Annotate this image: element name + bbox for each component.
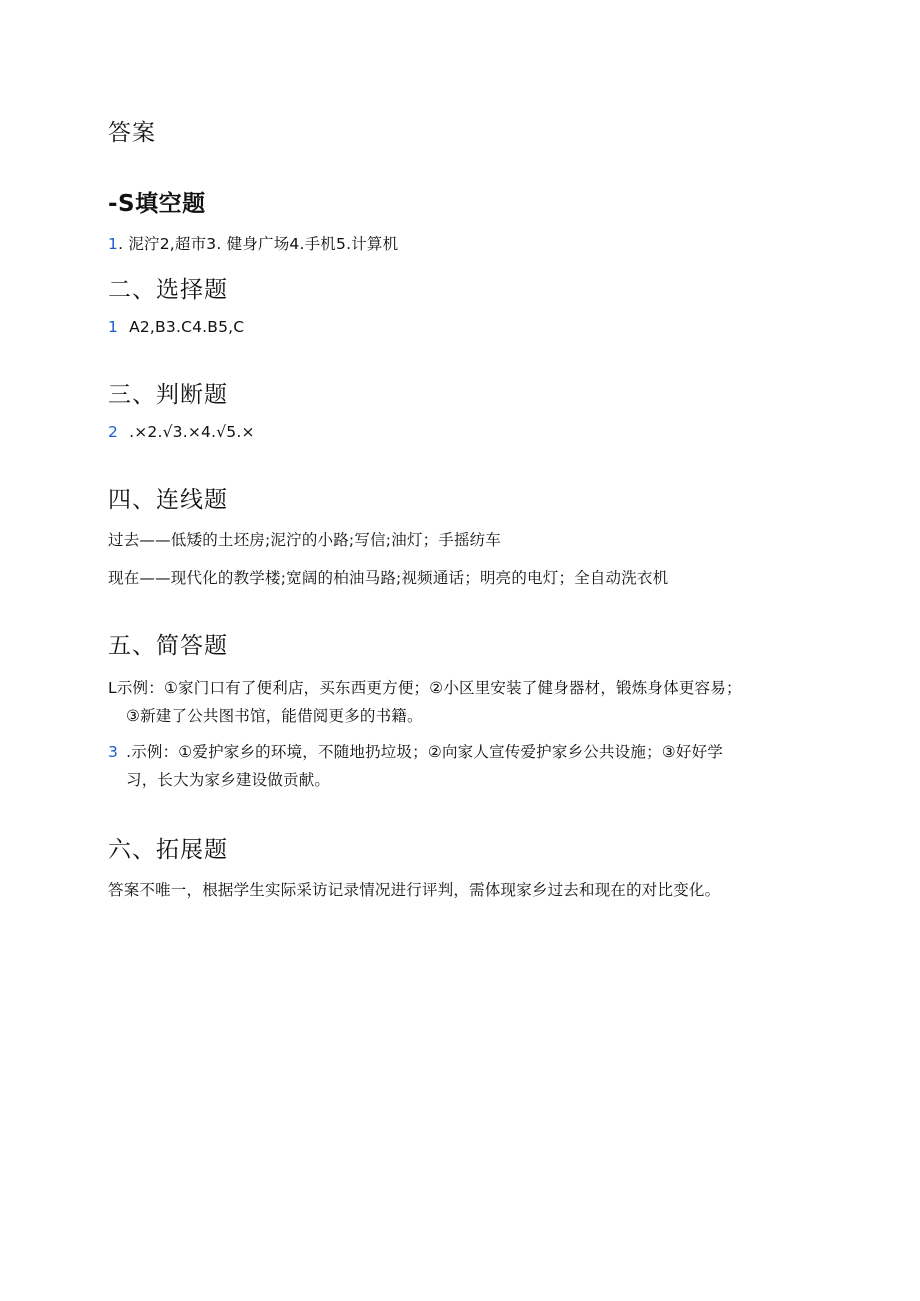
- answer-text: .×2.√3.×4.√5.×: [129, 423, 255, 441]
- section-heading-extension: 六、拓展题: [108, 837, 228, 863]
- answer-text: .示例：①爱护家乡的环境，不随地扔垃圾；②向家人宣传爱护家乡公共设施；③好好学: [126, 743, 723, 761]
- answer-text: . 泥泞2,超市3. 健身广场4.手机5.计算机: [118, 235, 399, 253]
- item-number: 1: [108, 235, 119, 253]
- fill-blank-answer-line: [108, 232, 398, 254]
- matching-answer-past: 过去——低矮的土坯房;泥泞的小路;写信;油灯；手摇纺车: [108, 531, 502, 549]
- extension-answer-line: 答案不唯一，根据学生实际采访记录情况进行评判，需体现家乡过去和现在的对比变化。: [108, 881, 721, 899]
- item-number: L: [108, 679, 117, 697]
- choice-answer-line: [108, 318, 244, 336]
- short-answer-item-1-line-2: ③新建了公共图书馆，能借阅更多的书籍。: [126, 707, 423, 725]
- item-number: 1: [108, 318, 119, 336]
- page-title: 答案: [108, 120, 156, 146]
- item-number: 2: [108, 423, 119, 441]
- answer-text: 示例：①家门口有了便利店，买东西更方便；②小区里安装了健身器材，锻炼身体更容易；: [116, 679, 742, 697]
- section-heading-judge: 三、判断题: [108, 382, 228, 408]
- section-heading-choice: 二、选择题: [108, 277, 228, 303]
- short-answer-item-2-line-2: 习，长大为家乡建设做贡献。: [126, 771, 331, 789]
- item-number: 3: [108, 743, 119, 761]
- judge-answer-line: [108, 423, 255, 441]
- section-heading-short-answer: 五、简答题: [108, 633, 228, 659]
- matching-answer-present: 现在——现代化的教学楼;宽阔的柏油马路;视频通话；明亮的电灯；全自动洗衣机: [108, 569, 669, 587]
- section-heading-matching: 四、连线题: [108, 487, 228, 513]
- section-heading-fill-blank: -S填空题: [108, 191, 206, 217]
- short-answer-item-1-line-1: [108, 676, 742, 698]
- answer-text: A2,B3.C4.B5,C: [129, 318, 245, 336]
- short-answer-item-2-line-1: [108, 740, 723, 762]
